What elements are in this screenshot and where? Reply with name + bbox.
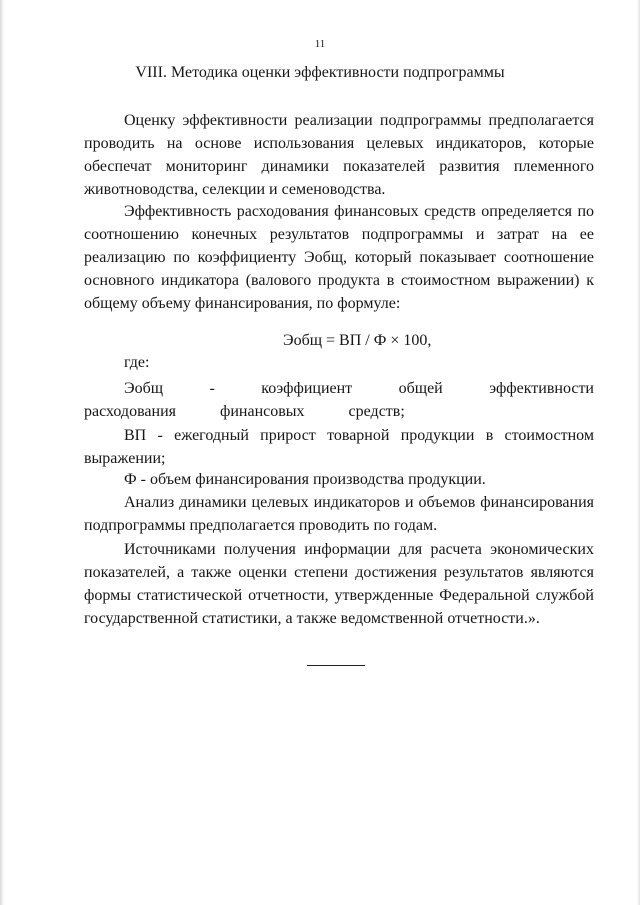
scan-edge-left: [0, 0, 4, 905]
definition-eobsch: Эобщ - коэффициент общей эффективности расходования финансовых средств;: [84, 380, 594, 420]
where-label: где:: [124, 354, 150, 371]
paragraph-sources: Источниками получения информации для расчета экономических показателей, а также оценки степени достижения результатов являются формы статистической отчетности, утвержденные Федеральной службой государственной статистики, а также ведомственной отчетности.».: [84, 541, 594, 627]
paragraph-efficiency: Эффективность расходования финансовых средств определяется по соотношению конечных результатов подпрограммы и затрат на ее реализацию по коэффициенту Эобщ, который показывает соотношение основного индикатора (валового продукта в стоимостном выражении) к общему объему финансирования, по формуле:: [84, 203, 594, 312]
paragraph-analysis: Анализ динамики целевых индикаторов и объемов финансирования подпрограммы предполагается проводить по годам.: [84, 494, 594, 534]
definition-vp: ВП - ежегодный прирост товарной продукции в стоимостном выражении;: [84, 427, 594, 467]
page-number: 11: [314, 38, 326, 50]
closing-rule: [307, 665, 365, 666]
definition-f: Ф - объем финансирования производства продукции.: [124, 471, 486, 488]
efficiency-formula: Эобщ = ВП / Ф × 100,: [283, 332, 432, 349]
paragraph-indicators: Оценку эффективности реализации подпрограммы предполагается проводить на основе использования целевых индикаторов, которые обеспечат мониторинг динамики показателей развития племенного животноводства, селекции и семеноводства.: [84, 112, 594, 198]
section-heading: VIII. Методика оценки эффективности подпрограммы: [135, 64, 505, 81]
